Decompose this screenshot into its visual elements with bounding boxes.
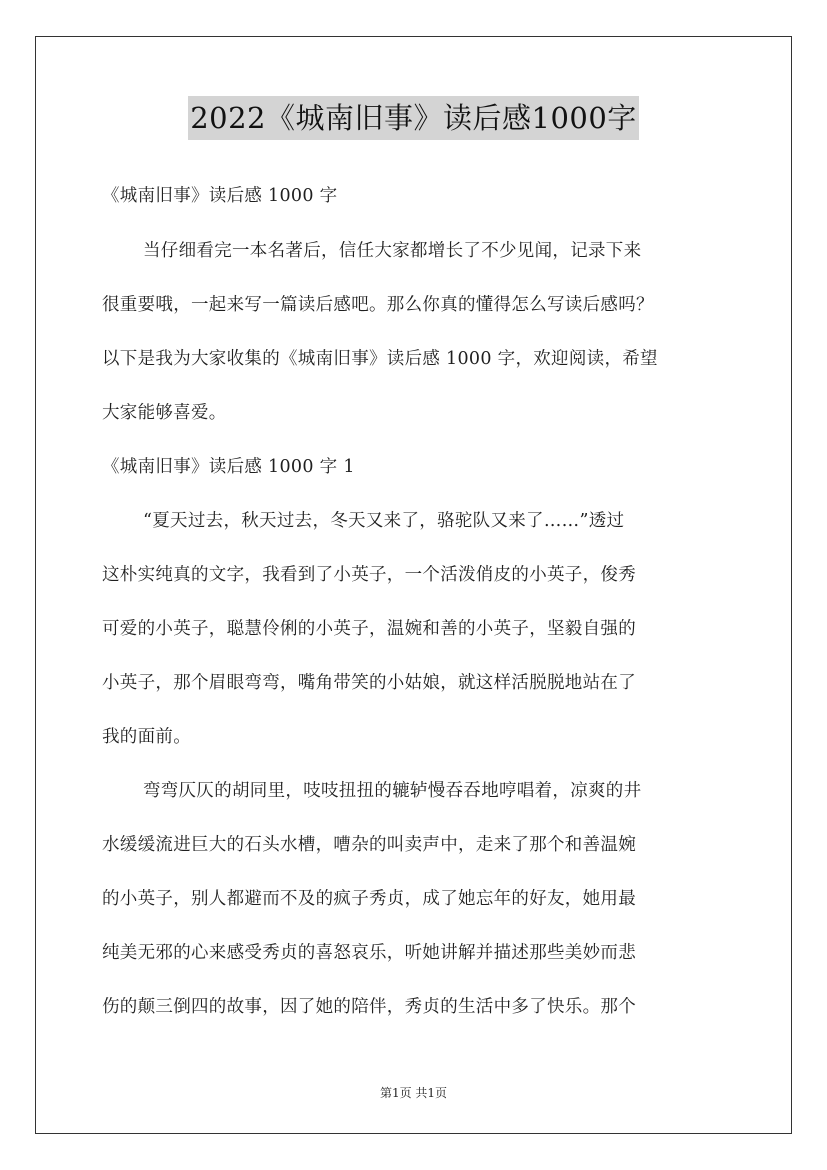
paragraph-line: 这朴实纯真的文字，我看到了小英子，一个活泼俏皮的小英子，俊秀 xyxy=(102,565,636,585)
paragraph-line: 当仔细看完一本名著后，信任大家都增长了不少见闻，记录下来 xyxy=(143,241,642,261)
paragraph-line: 伤的颠三倒四的故事，因了她的陪伴，秀贞的生活中多了快乐。那个 xyxy=(102,997,636,1017)
subtitle-line: 《城南旧事》读后感 1000 字 xyxy=(102,186,338,206)
paragraph-line: 我的面前。 xyxy=(102,727,191,747)
document-title: 2022《城南旧事》读后感1000字 xyxy=(188,96,639,140)
paragraph-line: 以下是我为大家收集的《城南旧事》读后感 1000 字，欢迎阅读，希望 xyxy=(102,349,658,369)
paragraph-line: 弯弯仄仄的胡同里，吱吱扭扭的辘轳慢吞吞地哼唱着，凉爽的井 xyxy=(143,781,642,801)
paragraph-line: 纯美无邪的心来感受秀贞的喜怒哀乐，听她讲解并描述那些美妙而悲 xyxy=(102,943,636,963)
paragraph-line: 大家能够喜爱。 xyxy=(102,403,227,423)
section-heading: 《城南旧事》读后感 1000 字 1 xyxy=(102,457,355,477)
paragraph-line: 水缓缓流进巨大的石头水槽，嘈杂的叫卖声中，走来了那个和善温婉 xyxy=(102,835,636,855)
paragraph-line: 可爱的小英子，聪慧伶俐的小英子，温婉和善的小英子，坚毅自强的 xyxy=(102,619,636,639)
paragraph-line: “夏天过去，秋天过去，冬天又来了，骆驼队又来了……”透过 xyxy=(143,511,625,531)
paragraph-line: 的小英子，别人都避而不及的疯子秀贞，成了她忘年的好友，她用最 xyxy=(102,889,636,909)
paragraph-line: 很重要哦，一起来写一篇读后感吧。那么你真的懂得怎么写读后感吗？ xyxy=(102,295,654,315)
paragraph-line: 小英子，那个眉眼弯弯，嘴角带笑的小姑娘，就这样活脱脱地站在了 xyxy=(102,673,636,693)
title-container xyxy=(0,96,827,140)
page-number: 第1页 共1页 xyxy=(379,1086,448,1100)
